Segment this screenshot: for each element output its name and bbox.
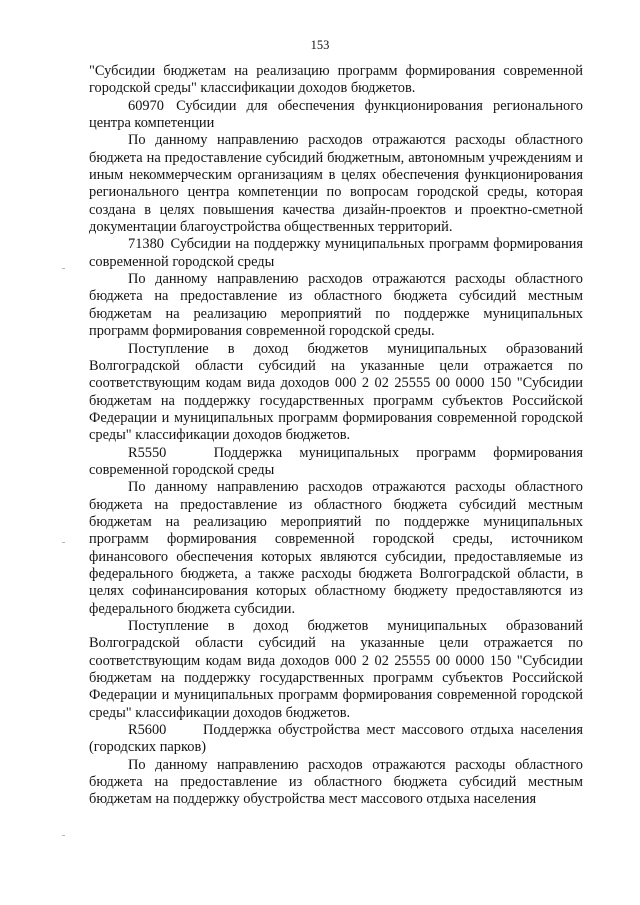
section-heading	[89, 236, 583, 271]
expense-code: R5600	[128, 722, 167, 739]
paragraph: По данному направлению расходов отражаются расходы областного бюджета на предоставление из областного бюджета субсидий местным бюджетам на реализацию мероприятий по поддержке муниципальных программ формирования современной городской среды.	[89, 271, 583, 340]
scan-margin-mark	[62, 542, 65, 543]
document-body	[89, 63, 583, 809]
section-heading	[89, 445, 583, 480]
expense-title: Поддержка обустройства мест массового отдыха населения (городских парков)	[89, 722, 583, 756]
page-number: 153	[310, 38, 330, 52]
expense-code: R5550	[128, 444, 167, 461]
expense-title: Субсидии для обеспечения функционирования регионального центра компетенции	[89, 97, 583, 132]
paragraph: Поступление в доход бюджетов муниципальных образований Волгоградской области субсидий на указанные цели отражается по соответствующим кодам вида доходов 000 2 02 25555 00 0000 150 "Субсидии бюджетам на поддержку государственных программ субъектов Российской Федерации и муниципальных программ формирования современной городской среды" классификации доходов бюджетов.	[89, 340, 583, 444]
section-heading	[89, 98, 583, 133]
expense-title: Поддержка муниципальных программ формирования современной городской среды	[89, 444, 583, 478]
paragraph: По данному направлению расходов отражаются расходы областного бюджета на предоставление из областного бюджета субсидий местным бюджетам на реализацию мероприятий по поддержке муниципальных программ формирования современной городской среды, источником финансового обеспечения которых являются субсидии, предоставляемые из федерального бюджета, а также расходы бюджета Волгоградской области, в целях софинансирования которых областному бюджету предоставляются из федерального бюджета субсидии.	[89, 479, 583, 617]
paragraph: Поступление в доход бюджетов муниципальных образований Волгоградской области субсидий на указанные цели отражается по соответствующим кодам вида доходов 000 2 02 25555 00 0000 150 "Субсидии бюджетам на поддержку государственных программ субъектов Российской Федерации и муниципальных программ формирования современной городской среды" классификации доходов бюджетов.	[89, 618, 583, 721]
paragraph: По данному направлению расходов отражаются расходы областного бюджета на предоставление из областного бюджета субсидий местным бюджетам на поддержку обустройства мест массового отдыха населения	[89, 756, 583, 808]
expense-title: Субсидии на поддержку муниципальных программ формирования современной городской среды	[89, 236, 583, 270]
expense-code: 71380	[128, 236, 164, 253]
paragraph: "Субсидии бюджетам на реализацию программ формирования современной городской среды" классификации доходов бюджетов.	[89, 63, 583, 97]
scan-margin-mark	[62, 268, 65, 269]
paragraph: По данному направлению расходов отражаются расходы областного бюджета на предоставление субсидий бюджетным, автономным учреждениям и иным некоммерческим организациям в целях обеспечения функционирования регионального центра компетенции по вопросам городской среды, которая создана в целях повышения качества дизайн-проектов и проектно-сметной документации благоустройства общественных территорий.	[89, 132, 583, 236]
expense-code: 60970	[128, 97, 164, 114]
scan-margin-mark	[62, 835, 65, 836]
section-heading	[89, 722, 583, 757]
